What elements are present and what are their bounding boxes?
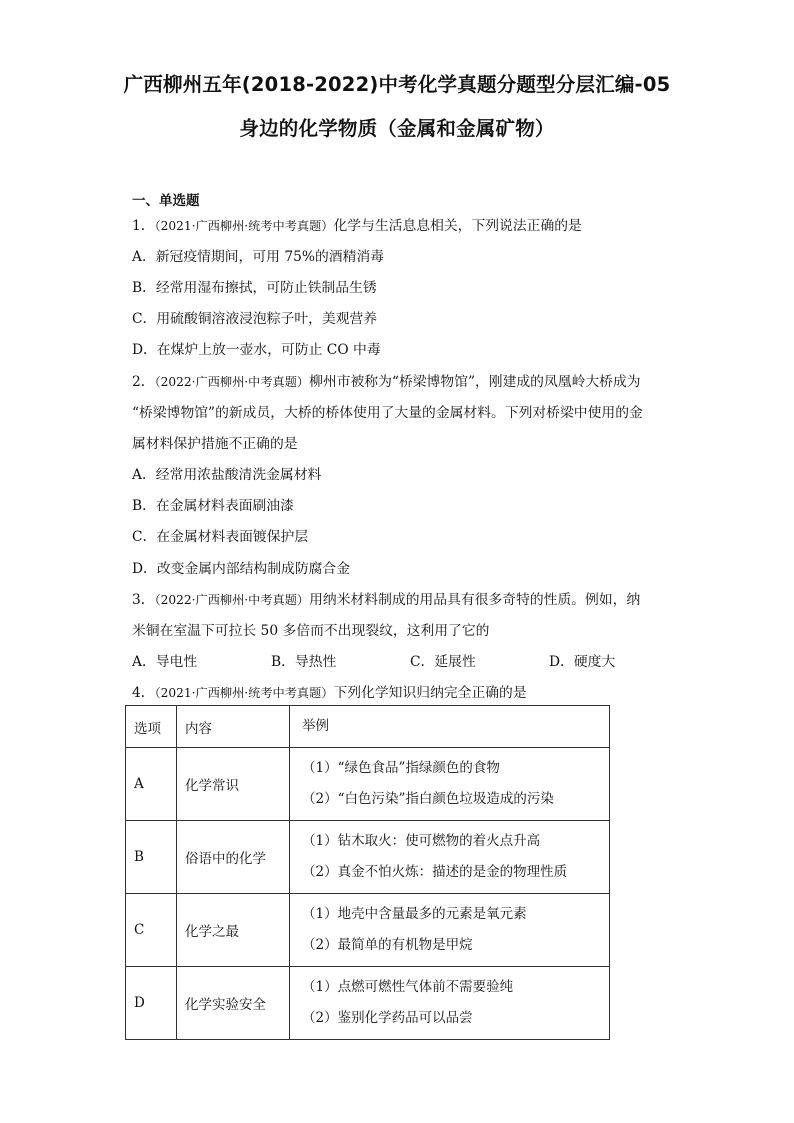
row-examples [290,748,610,821]
row-content: 化学常识 [177,748,290,821]
q1-option-a: A．新冠疫情期间，可用 75%的酒精消毒 [132,249,384,265]
q2-option-a: A．经常用浓盐酸清洗金属材料 [132,467,322,483]
table-header-row [126,706,610,748]
row-content: 俗语中的化学 [177,821,290,894]
row-option: D [126,967,177,1040]
row-content: 化学之最 [177,894,290,967]
question-source: （2021·广西柳州·统考中考真题） [154,219,334,233]
question-text: 下列化学知识归纳完全正确的是 [333,685,527,701]
example-1: （1）“绿色食品”指绿颜色的食物 [302,760,500,776]
row-examples [290,821,610,894]
example-1: （1）地壳中含量最多的元素是氧元素 [302,906,527,922]
question-2-stem [132,370,641,390]
question-number: 2． [132,374,155,390]
example-2: （2）真金不怕火炼：描述的是金的物理性质 [302,864,568,880]
question-text: 化学与生活息息相关，下列说法正确的是 [333,218,582,234]
table-row [126,894,610,967]
q3-option-d: D．硬度大 [549,654,616,670]
document-title-line2: 身边的化学物质（金属和金属矿物） [239,117,555,140]
question-number: 1． [132,218,155,234]
question-text: 用纳米材料制成的用品具有很多奇特的性质。例如，纳 [309,592,641,608]
question-4-stem [132,681,527,701]
example-1: （1）点燃可燃性气体前不需要验纯 [302,979,514,995]
question-text: 柳州市被称为“桥梁博物馆”，刚建成的凤凰岭大桥成为 [309,374,641,390]
section-heading: 一、单选题 [132,193,200,209]
question-source: （2022·广西柳州·中考真题） [154,593,310,607]
q3-option-c: C．延展性 [410,654,476,670]
row-option: B [126,821,177,894]
table-row [126,748,610,821]
question-3-stem [132,588,640,608]
table-row [126,967,610,1040]
question-2-stem-line3: 属材料保护措施不正确的是 [132,436,298,452]
row-option: C [126,894,177,967]
header-content: 内容 [177,706,290,748]
q1-option-c: C．用硫酸铜溶液浸泡粽子叶，美观营养 [132,311,378,327]
question-3-stem-line2: 米铜在室温下可拉长 50 多倍而不出现裂纹，这利用了它的 [132,623,490,639]
q1-option-b: B．经常用湿布擦拭，可防止铁制品生锈 [132,280,377,296]
header-example: 举例 [290,706,610,748]
q2-option-b: B．在金属材料表面刷油漆 [132,498,294,514]
question-number: 4． [132,685,155,701]
row-content: 化学实验安全 [177,967,290,1040]
row-option: A [126,748,177,821]
example-2: （2）“白色污染”指白颜色垃圾造成的污染 [302,791,554,807]
question-number: 3． [132,592,155,608]
question-2-stem-line2: “桥梁博物馆”的新成员，大桥的桥体使用了大量的金属材料。下列对桥梁中使用的金 [132,405,643,421]
row-examples [290,967,610,1040]
q2-option-c: C．在金属材料表面镀保护层 [132,529,309,545]
q1-option-d: D．在煤炉上放一壶水，可防止 CO 中毒 [132,342,381,358]
q2-option-d: D．改变金属内部结构制成防腐合金 [132,561,351,577]
example-1: （1）钻木取火：使可燃物的着火点升高 [302,833,541,849]
document-title-line1: 广西柳州五年(2018-2022)中考化学真题分题型分层汇编-05 [123,73,671,96]
question-source: （2022·广西柳州·中考真题） [154,375,310,389]
q3-option-b: B．导热性 [271,654,337,670]
question-source: （2021·广西柳州·统考中考真题） [154,686,334,700]
header-option: 选项 [126,706,177,748]
question-1-stem [132,214,582,234]
knowledge-table [125,705,610,1040]
q3-option-a: A．导电性 [132,654,198,670]
table-row [126,821,610,894]
example-2: （2）最简单的有机物是甲烷 [302,937,473,953]
row-examples [290,894,610,967]
example-2: （2）鉴别化学药品可以品尝 [302,1010,473,1026]
